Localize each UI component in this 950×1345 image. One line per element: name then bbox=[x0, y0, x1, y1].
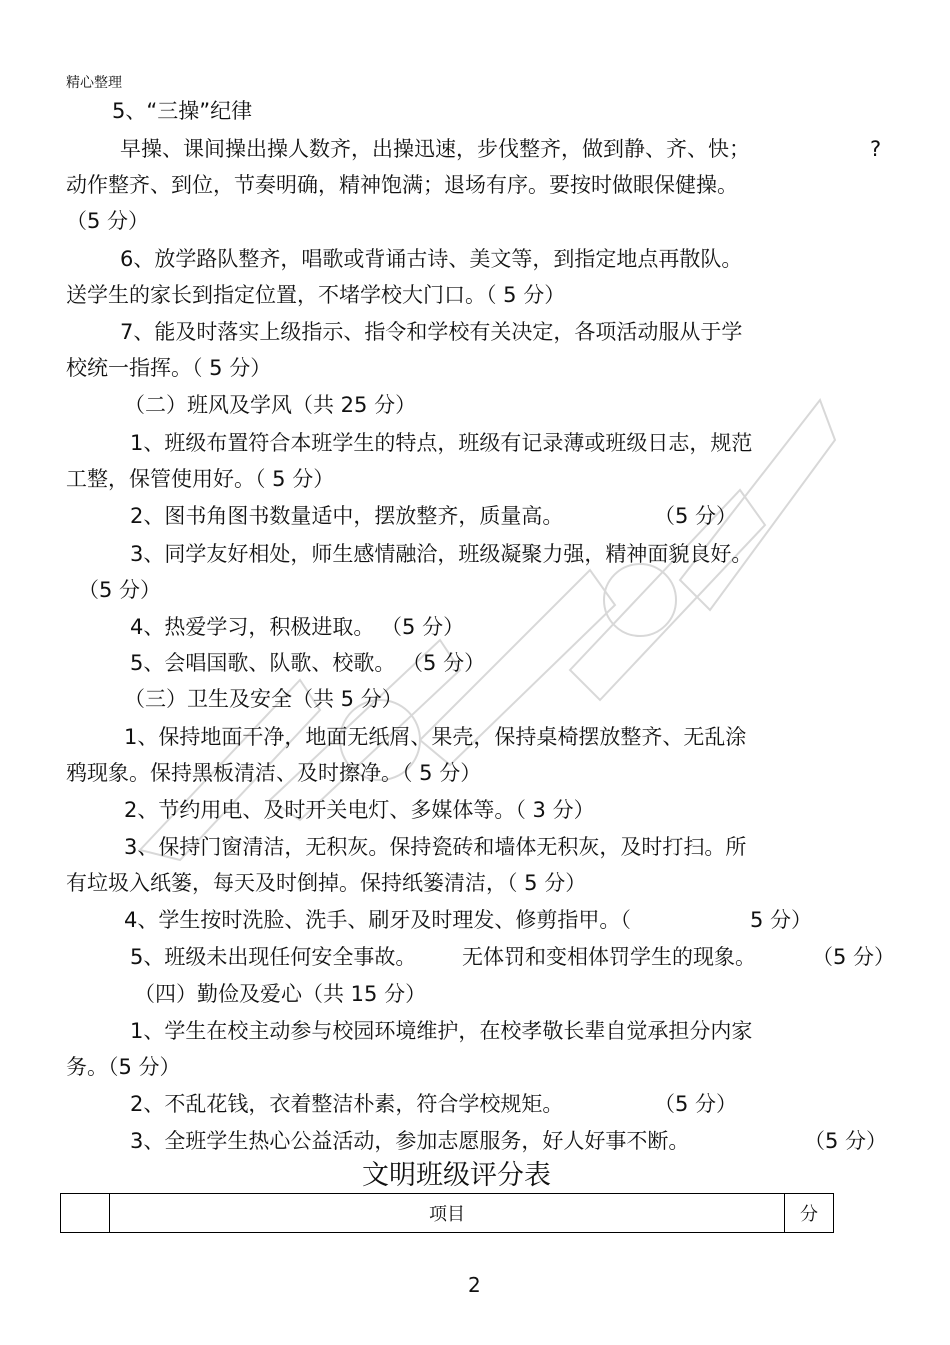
text-line: （5 分） bbox=[804, 1129, 888, 1153]
text-line: 4、热爱学习，积极进取。 （5 分） bbox=[130, 615, 465, 639]
text-line: 5、班级未出现任何安全事故。 bbox=[130, 945, 417, 969]
text-line: 早操、课间操出操人数齐，出操迅速，步伐整齐，做到静、齐、快； bbox=[120, 137, 750, 161]
text-line: （5 分） bbox=[812, 945, 896, 969]
text-line: 1、班级布置符合本班学生的特点，班级有记录薄或班级日志，规范 bbox=[130, 431, 753, 455]
text-line: 6、放学路队整齐，唱歌或背诵古诗、美文等，到指定地点再散队。 bbox=[120, 247, 743, 271]
section-heading: （四）勤俭及爱心（共 15 分） bbox=[134, 982, 427, 1006]
text-line: 2、图书角图书数量适中，摆放整齐，质量高。 bbox=[130, 504, 564, 528]
text-line: 3、保持门窗清洁，无积灰。保持瓷砖和墙体无积灰，及时打扫。所 bbox=[124, 835, 747, 859]
text-line: （5 分） bbox=[654, 504, 738, 528]
text-line: 送学生的家长到指定位置，不堵学校大门口。（ 5 分） bbox=[66, 283, 566, 307]
text-line: 5 分） bbox=[750, 908, 813, 932]
table-title: 文明班级评分表 bbox=[362, 1160, 551, 1191]
text-line: 动作整齐、到位，节奏明确，精神饱满；退场有序。要按时做眼保健操。 bbox=[66, 173, 738, 197]
text-line: 5、会唱国歌、队歌、校歌。 （5 分） bbox=[130, 651, 486, 675]
text-line: 3、同学友好相处，师生感情融洽，班级凝聚力强，精神面貌良好。 bbox=[130, 542, 753, 566]
text-line: 务。（5 分） bbox=[66, 1055, 181, 1079]
text-line: （5 分） bbox=[66, 209, 150, 233]
text-line: 5、“三操”纪律 bbox=[112, 99, 253, 123]
text-line: 鸦现象。保持黑板清洁、及时擦净。（ 5 分） bbox=[66, 761, 482, 785]
text-line: 1、学生在校主动参与校园环境维护，在校孝敬长辈自觉承担分内家 bbox=[130, 1019, 753, 1043]
text-line: 1、保持地面干净，地面无纸屑、果壳，保持桌椅摆放整齐、无乱涂 bbox=[124, 725, 747, 749]
text-line: （5 分） bbox=[654, 1092, 738, 1116]
text-line: 校统一指挥。（ 5 分） bbox=[66, 356, 272, 380]
text-line: （5 分） bbox=[78, 578, 162, 602]
text-line: 2、节约用电、及时开关电灯、多媒体等。（ 3 分） bbox=[124, 798, 595, 822]
table-cell-blank bbox=[61, 1194, 110, 1233]
page-number: 2 bbox=[468, 1273, 481, 1297]
header-text: 精心整理 bbox=[66, 75, 122, 91]
table-header-row bbox=[61, 1194, 834, 1233]
section-heading: （二）班风及学风（共 25 分） bbox=[124, 393, 417, 417]
text-line: 7、能及时落实上级指示、指令和学校有关决定，各项活动服从于学 bbox=[120, 320, 743, 344]
text-line: 有垃圾入纸篓，每天及时倒掉。保持纸篓清洁，（ 5 分） bbox=[66, 871, 587, 895]
text-line: ? bbox=[870, 137, 882, 161]
text-line: 工整，保管使用好。（ 5 分） bbox=[66, 467, 335, 491]
section-heading: （三）卫生及安全（共 5 分） bbox=[124, 687, 403, 711]
table-header-item: 项目 bbox=[110, 1194, 785, 1233]
table-header-score: 分 bbox=[785, 1194, 834, 1233]
score-table bbox=[60, 1193, 834, 1233]
text-line: 无体罚和变相体罚学生的现象。 bbox=[462, 945, 756, 969]
text-line: 3、全班学生热心公益活动，参加志愿服务，好人好事不断。 bbox=[130, 1129, 690, 1153]
text-line: 4、学生按时洗脸、洗手、刷牙及时理发、修剪指甲。（ bbox=[124, 908, 631, 932]
text-line: 2、不乱花钱，衣着整洁朴素，符合学校规矩。 bbox=[130, 1092, 564, 1116]
